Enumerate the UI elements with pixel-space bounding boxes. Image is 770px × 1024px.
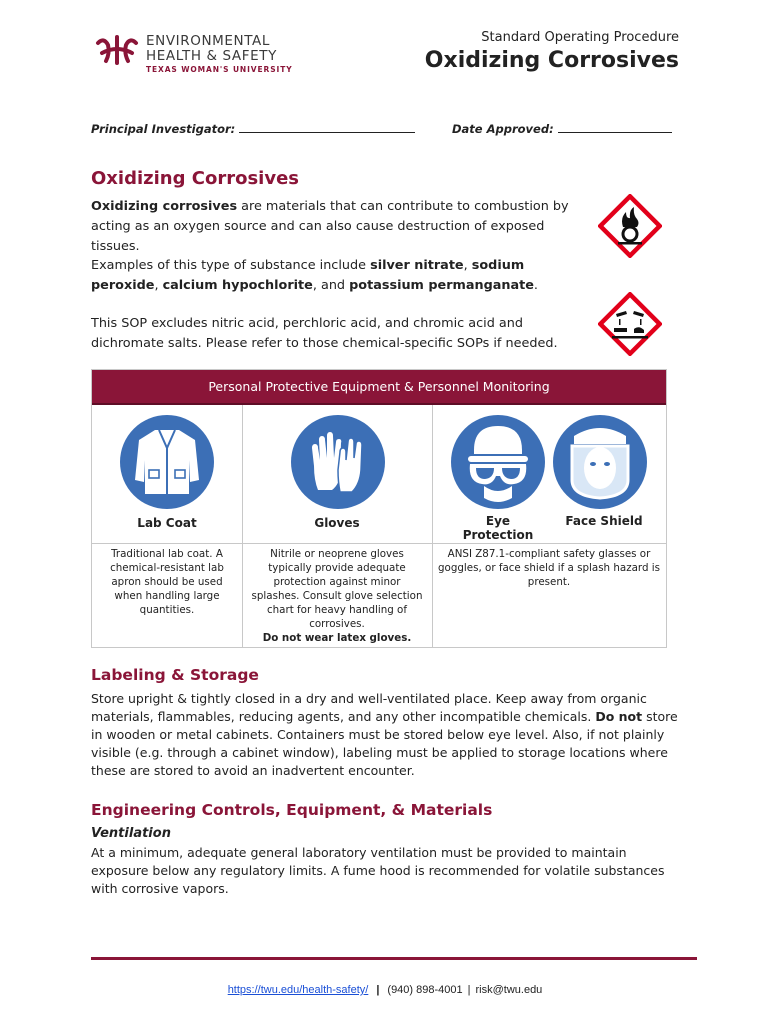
gloves-desc-text: Nitrile or neoprene gloves typically provide adequate protection against minor splashes. Consult glove selection chart for heavy handling of corrosives. [251,548,423,630]
divider [432,543,666,544]
logo-text-university: TEXAS WOMAN'S UNIVERSITY [146,65,293,74]
footer [0,984,770,996]
date-approved-blank[interactable] [558,121,672,133]
date-approved-label: Date Approved: [452,122,554,136]
principal-investigator-blank[interactable] [239,121,415,133]
sop-title: Oxidizing Corrosives [424,48,679,73]
intro-paragraph-3: This SOP excludes nitric acid, perchloric acid, and chromic acid and dichromate salts. Please refer to those chemical-specific SOPs if needed. [91,316,558,351]
lab-coat-icon [119,414,215,510]
ppe-label-lab-coat: Lab Coat [137,516,197,530]
gloves-warning: Do not wear latex gloves. [262,632,412,644]
footer-separator: | [376,984,380,996]
ppe-col-lab-coat [92,405,243,647]
corrosive-pictogram-icon [598,292,662,356]
ppe-label-face-shield: Face Shield [565,514,643,528]
footer-phone: (940) 898-4001 [387,984,463,996]
twu-pioneer-logo-icon [94,33,140,67]
logo-text-line1: ENVIRONMENTAL [146,33,270,49]
principal-investigator-field [91,121,415,136]
footer-rule [91,957,697,960]
text: Examples of this type of substance include [91,258,371,273]
divider [92,543,242,544]
footer-separator: | [467,984,471,996]
face-shield-icon [552,414,648,510]
goggles-icon [450,414,546,510]
subheading-ventilation: Ventilation [91,826,171,841]
oxidizer-pictogram-icon [598,194,662,258]
divider [242,543,432,544]
principal-investigator-label: Principal Investigator: [91,122,236,136]
gloves-icon [290,414,386,510]
ehs-logo [94,31,294,79]
chemical-calcium-hypochlorite: calcium hypochlorite [162,278,313,293]
footer-email: risk@twu.edu [475,984,543,996]
text: , [463,258,472,273]
bold-term: Oxidizing corrosives [91,199,238,214]
ppe-table [91,369,667,648]
ppe-label-eye-protection: Eye Protection [462,514,534,542]
ppe-desc-lab-coat: Traditional lab coat. A chemical-resistant lab apron should be used when handling large quantities. [110,548,224,616]
intro-paragraph-1 [91,197,581,257]
ppe-desc-gloves [248,547,426,645]
text: are materials that can contribute to combustion by acting as an oxygen source and can also cause destruction of exposed tissues. [91,199,569,254]
text: . [533,278,538,293]
ppe-desc-eye-face: ANSI Z87.1-compliant safety glasses or goggles, or face shield if a splash hazard is present. [438,548,660,588]
section-heading-engineering-controls: Engineering Controls, Equipment, & Materials [91,801,493,819]
section-heading-oxidizing-corrosives: Oxidizing Corrosives [91,168,299,189]
ppe-table-header: Personal Protective Equipment & Personnel Monitoring [92,370,666,405]
date-approved-field [452,121,672,136]
chemical-potassium-permanganate: potassium permanganate [349,278,534,293]
ppe-col-gloves [242,405,433,647]
text: , and [312,278,350,293]
footer-website-link[interactable]: https://twu.edu/health-safety/ [227,984,369,996]
text: , [154,278,163,293]
chemical-silver-nitrate: silver nitrate [370,258,464,273]
ppe-col-eye-face [432,405,666,647]
do-not-emphasis: Do not [595,709,643,724]
ventilation-text: At a minimum, adequate general laboratory ventilation must be provided to maintain exposure below any regulatory limits. A fume hood is recommended for volatile substances with corrosive vapors. [91,845,665,896]
ppe-label-gloves: Gloves [314,516,360,530]
sop-label: Standard Operating Procedure [481,30,679,45]
text: store in wooden or metal cabinets. Containers must be stored below eye level. Also, if not plainly visible (e.g. through a cabinet window), labeling must be applied to storage locations where these are stored to avoid an inadvertent encounter. [91,709,678,778]
labeling-storage-text [91,690,681,780]
chemical-sodium-peroxide: sodium peroxide [91,258,525,293]
intro-paragraph-2 [91,256,581,296]
text: Store upright & tightly closed in a dry and well-ventilated place. Keep away from organic materials, flammables, reducing agents, and any other incompatible chemicals. [91,691,647,724]
logo-text-line2: HEALTH & SAFETY [146,48,277,64]
section-heading-labeling-storage: Labeling & Storage [91,666,259,684]
